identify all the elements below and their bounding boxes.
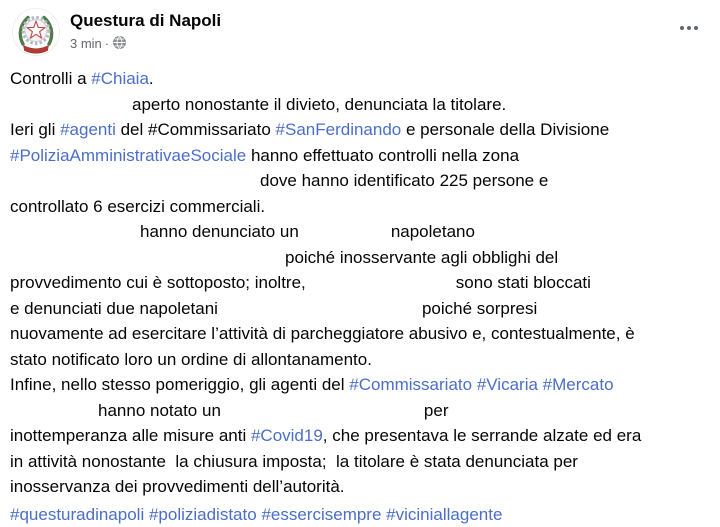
text-run: hanno notato un bbox=[98, 400, 221, 420]
post-text-line bbox=[10, 449, 710, 475]
post-text-line bbox=[10, 219, 710, 245]
hashtag-link[interactable]: #agenti bbox=[60, 120, 116, 139]
text-run: controllato 6 esercizi commerciali. bbox=[10, 196, 266, 216]
post-text-line bbox=[10, 270, 710, 296]
post-text-line bbox=[10, 502, 710, 527]
hashtag-link[interactable]: #questuradinapoli bbox=[10, 504, 145, 524]
redaction-gap bbox=[299, 236, 391, 237]
hashtag-link[interactable]: #PoliziaAmministrativaeSociale bbox=[10, 145, 247, 165]
header-text bbox=[70, 8, 221, 52]
page-name[interactable]: Questura di Napoli bbox=[70, 11, 222, 30]
redaction-gap bbox=[221, 415, 424, 416]
timestamp[interactable]: 3 min bbox=[70, 36, 102, 51]
more-options-button[interactable] bbox=[674, 18, 704, 38]
text-run: del #Commissariato bbox=[115, 120, 276, 139]
text-run: sono stati bloccati bbox=[455, 273, 591, 292]
post-text-line bbox=[10, 296, 710, 322]
post-header bbox=[0, 0, 720, 56]
text-run: dove hanno identificato 225 persone e bbox=[260, 171, 549, 190]
three-dots-icon bbox=[687, 26, 691, 30]
text-run: hanno effettuato controlli nella zona bbox=[246, 145, 520, 165]
three-dots-icon bbox=[680, 26, 684, 30]
post-text-line bbox=[10, 372, 710, 398]
post-meta bbox=[70, 35, 221, 52]
post-text-line bbox=[10, 245, 710, 271]
three-dots-icon bbox=[694, 26, 698, 30]
italian-republic-emblem-icon bbox=[12, 8, 60, 56]
post-text-line bbox=[10, 423, 710, 449]
post-text-line bbox=[10, 347, 710, 373]
text-run: inottemperanza alle misure anti bbox=[10, 426, 251, 445]
redaction-gap bbox=[10, 109, 132, 110]
hashtag-link[interactable]: #Chiaia bbox=[91, 69, 149, 88]
text-run: poiché sorpresi bbox=[421, 298, 538, 318]
post-text-line bbox=[10, 398, 710, 424]
meta-separator: · bbox=[104, 36, 110, 51]
text-run: per bbox=[423, 400, 449, 420]
post-text-line bbox=[10, 92, 710, 118]
post-text-line bbox=[10, 168, 710, 194]
redaction-gap bbox=[306, 287, 456, 288]
text-run: napoletano bbox=[390, 222, 475, 241]
redaction-gap bbox=[10, 262, 285, 263]
text-run: aperto nonostante il divieto, denunciata la titolare. bbox=[132, 94, 507, 114]
post-text-line bbox=[10, 117, 710, 143]
text-run: hanno denunciato un bbox=[140, 222, 299, 241]
hashtag-link[interactable]: #Covid19 bbox=[250, 426, 323, 445]
text-run: poiché inosservante agli obblighi del bbox=[285, 247, 559, 267]
text-run: Infine, nello stesso pomeriggio, gli agenti del bbox=[10, 375, 350, 394]
text-run: nuovamente ad esercitare l’attività di parcheggiatore abusivo e, contestualmente, è bbox=[10, 324, 635, 343]
redaction-gap bbox=[218, 313, 422, 314]
text-run: Ieri gli bbox=[10, 120, 61, 139]
text-run: Controlli a bbox=[10, 69, 92, 88]
text-run: provvedimento cui è sottoposto; inoltre, bbox=[10, 273, 306, 292]
hashtag-link[interactable]: #poliziadistato bbox=[148, 504, 257, 524]
hashtag-link[interactable]: #SanFerdinando bbox=[275, 120, 402, 139]
hashtag-link[interactable]: #Vicaria bbox=[476, 375, 538, 394]
post-text-line bbox=[10, 321, 710, 347]
text-run: e denunciati due napoletani bbox=[10, 298, 218, 318]
redaction-gap bbox=[10, 185, 260, 186]
post-body bbox=[0, 56, 720, 527]
text-run: in attività nonostante la chiusura imposta; la titolare è stata denunciata per bbox=[10, 451, 578, 471]
post-text-line bbox=[10, 474, 710, 500]
hashtag-link[interactable]: #viciniallagente bbox=[386, 504, 503, 524]
post-text-line bbox=[10, 194, 710, 220]
hashtag-link[interactable]: #Mercato bbox=[542, 375, 614, 394]
redaction-gap bbox=[10, 415, 98, 416]
post-text-line bbox=[10, 143, 710, 169]
text-run: e personale della Divisione bbox=[401, 120, 610, 139]
text-run: . bbox=[148, 69, 154, 88]
hashtag-link[interactable]: #Commissariato bbox=[349, 375, 473, 394]
globe-icon bbox=[113, 36, 126, 52]
text-run: , che presentava le serrande alzate ed era bbox=[322, 426, 642, 445]
post-text-line bbox=[10, 66, 710, 92]
hashtag-link[interactable]: #essercisempre bbox=[261, 504, 382, 524]
text-run: stato notificato loro un ordine di allontanamento. bbox=[10, 349, 372, 369]
redaction-gap bbox=[10, 236, 140, 237]
text-run: inosservanza dei provvedimenti dell’autorità. bbox=[10, 477, 345, 496]
page-avatar[interactable] bbox=[12, 8, 60, 56]
